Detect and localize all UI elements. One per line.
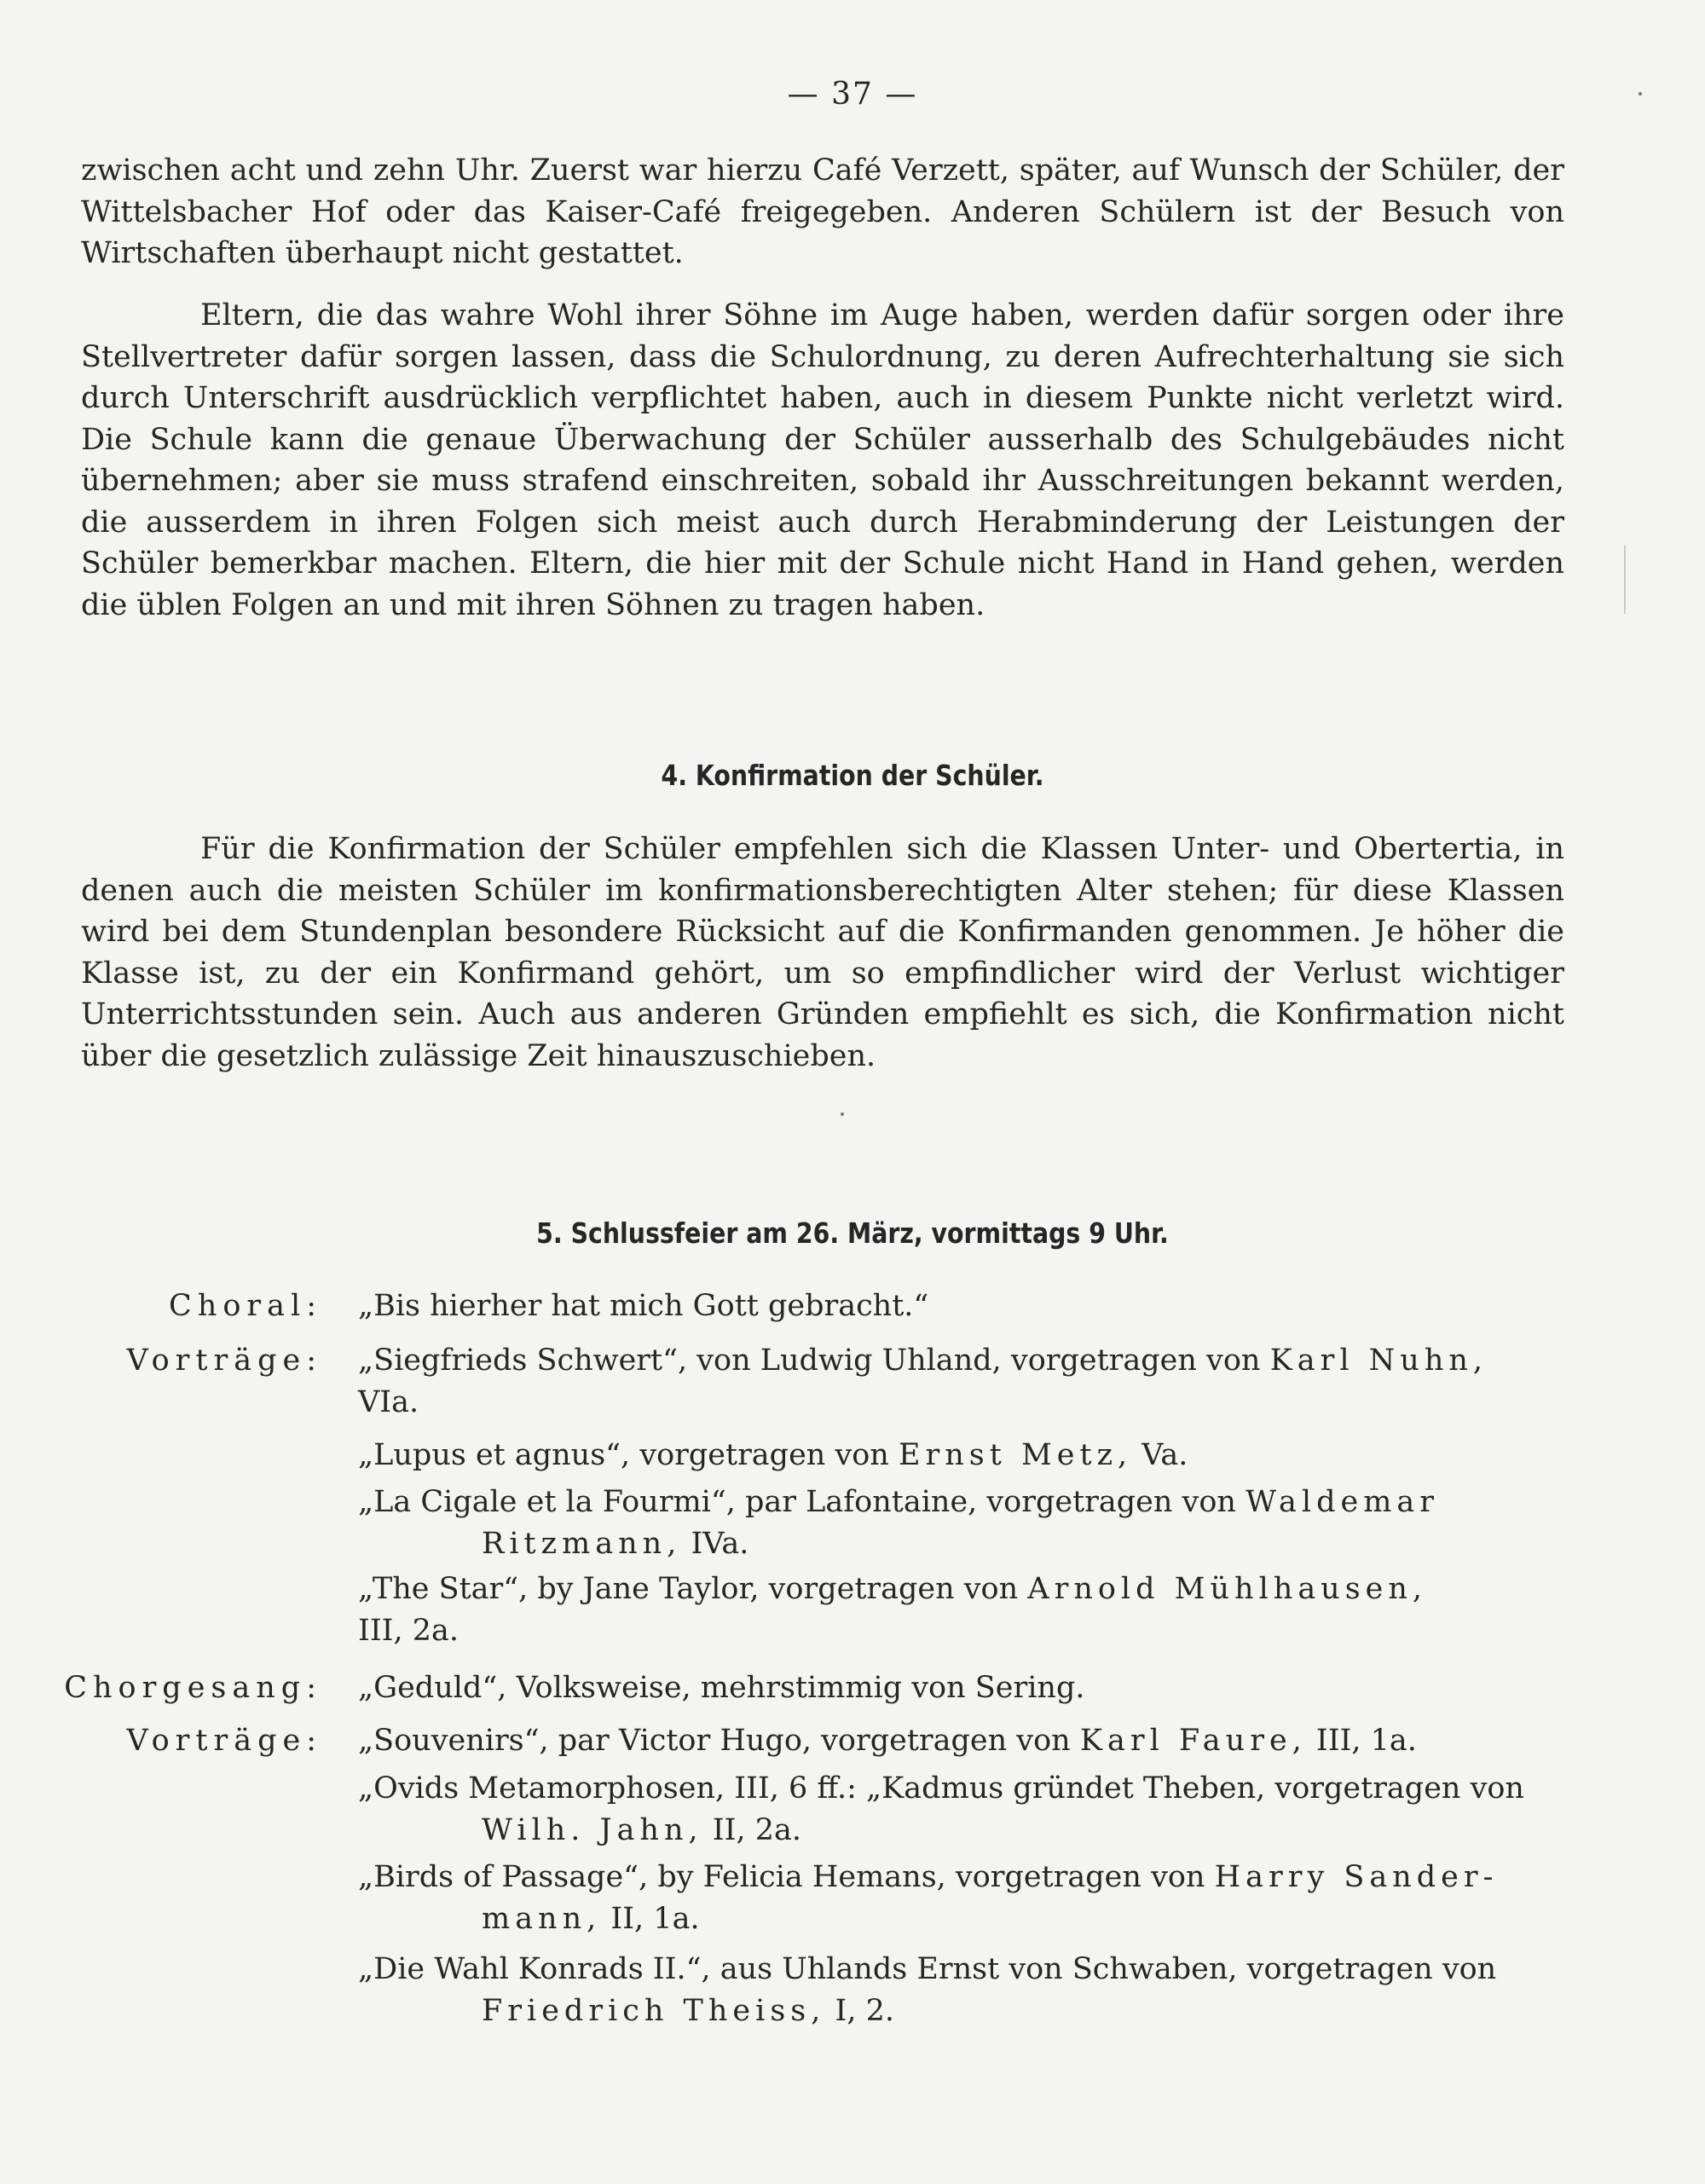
paragraph-konfirmation: Für die Konfirmation der Schüler empfehlen sich die Klassen Unter- und Obertertia, in denen auch die meisten Schüler im konfirmationsberechtigten Alter stehen; für diese Klassen wird bei dem Stundenplan besondere Rücksicht auf die Konfirmanden genommen. Je höher die Klasse ist, zu der ein Konfirmand gehört, um so empfindlicher wird der Verlust wichtiger Unterrichtsstunden sein. Auch aus anderen Gründen empfiehlt es sich, die Konfirmation nicht über die gesetzlich zulässige Zeit hinauszuschieben. (81, 832, 1564, 1073)
program-label-chorgesang: Chorgesang: (64, 1671, 322, 1705)
performer-name: Karl Faure, (1079, 1724, 1307, 1758)
program-text: „Siegfrieds Schwert“, von Ludwig Uhland, vorgetragen von Karl Nuhn, VIa. (358, 1343, 1488, 1419)
scan-artifact-line (1624, 546, 1626, 614)
program-text: „Souvenirs“, par Victor Hugo, vorgetragen von Karl Faure, III, 1a. (358, 1724, 1417, 1758)
program-label-vortraege: Vorträge: (126, 1343, 322, 1378)
heading-schlussfeier: 5. Schlussfeier am 26. März, vormittags 9 Uhr. (536, 1216, 1169, 1250)
program-text: „Birds of Passage“, by Felicia Hemans, vorgetragen von Harry Sander- mann, II, 1a. (358, 1860, 1499, 1936)
page-number: — 37 — (787, 77, 918, 112)
program-text-chorgesang: „Geduld“, Volksweise, mehrstimmig von Sering. (358, 1671, 1085, 1705)
program-text: „Ovids Metamorphosen, III, 6 ff.: „Kadmus gründet Theben, vorgetragen von Wilh. Jahn, II, 2a. (358, 1771, 1524, 1847)
performer-name: Harry Sander- (1214, 1860, 1499, 1894)
paragraph-parents-duty: Eltern, die das wahre Wohl ihrer Söhne im Auge haben, werden dafür sorgen oder ihre Stellvertreter dafür sorgen lassen, dass die Schulordnung, zu deren Aufrechterhaltung sie sich durch Unterschrift ausdrücklich verpflichtet haben, auch in diesem Punkte nicht verletzt wird. Die Schule kann die genaue Überwachung der Schüler ausserhalb des Schulgebäudes nicht übernehmen; aber sie muss strafend einschreiten, sobald ihr Ausschreitungen bekannt werden, die ausserdem in ihren Folgen sich meist auch durch Herabminderung der Leistungen der Schüler bemerkbar machen. Eltern, die hier mit der Schule nicht Hand in Hand gehen, werden die üblen Folgen an und mit ihren Söhnen zu tragen haben. (81, 298, 1564, 622)
scan-speck (841, 1112, 844, 1116)
program-text: „Lupus et agnus“, vorgetragen von Ernst Metz, Va. (358, 1438, 1188, 1472)
performer-name: Ritzmann, (482, 1526, 682, 1561)
program-label-choral: Choral: (169, 1289, 322, 1323)
performer-name: Friedrich Theiss, (482, 1993, 826, 2028)
paragraph-cafe-rules: zwischen acht und zehn Uhr. Zuerst war hierzu Café Verzett, später, auf Wunsch der Schüler, der Wittelsbacher Hof oder das Kaiser-Café freigegeben. Anderen Schülern ist der Besuch von Wirtschaften überhaupt nicht gestattet. (81, 153, 1564, 270)
program-text: „The Star“, by Jane Taylor, vorgetragen von Arnold Mühlhausen, III, 2a. (358, 1572, 1428, 1648)
program-text: „La Cigale et la Fourmi“, par Lafontaine, vorgetragen von Waldemar Ritzmann, IVa. (358, 1485, 1439, 1561)
performer-name: Wilh. Jahn, (482, 1812, 703, 1847)
heading-konfirmation: 4. Konfirmation der Schüler. (661, 759, 1044, 792)
performer-name: Waldemar (1246, 1485, 1439, 1519)
program-label-vortraege-2: Vorträge: (126, 1724, 322, 1758)
performer-name: Arnold Mühlhausen, (1027, 1572, 1428, 1606)
program-text: „Die Wahl Konrads II.“, aus Uhlands Ernst von Schwaben, vorgetragen von Friedrich Theiss, I, 2. (358, 1952, 1497, 2028)
program-text-choral: „Bis hierher hat mich Gott gebracht.“ (358, 1289, 929, 1323)
performer-name: Ernst Metz, (898, 1438, 1133, 1472)
performer-name: mann, (482, 1901, 602, 1936)
performer-name: Karl Nuhn, (1269, 1343, 1488, 1378)
scan-speck (1639, 92, 1642, 95)
